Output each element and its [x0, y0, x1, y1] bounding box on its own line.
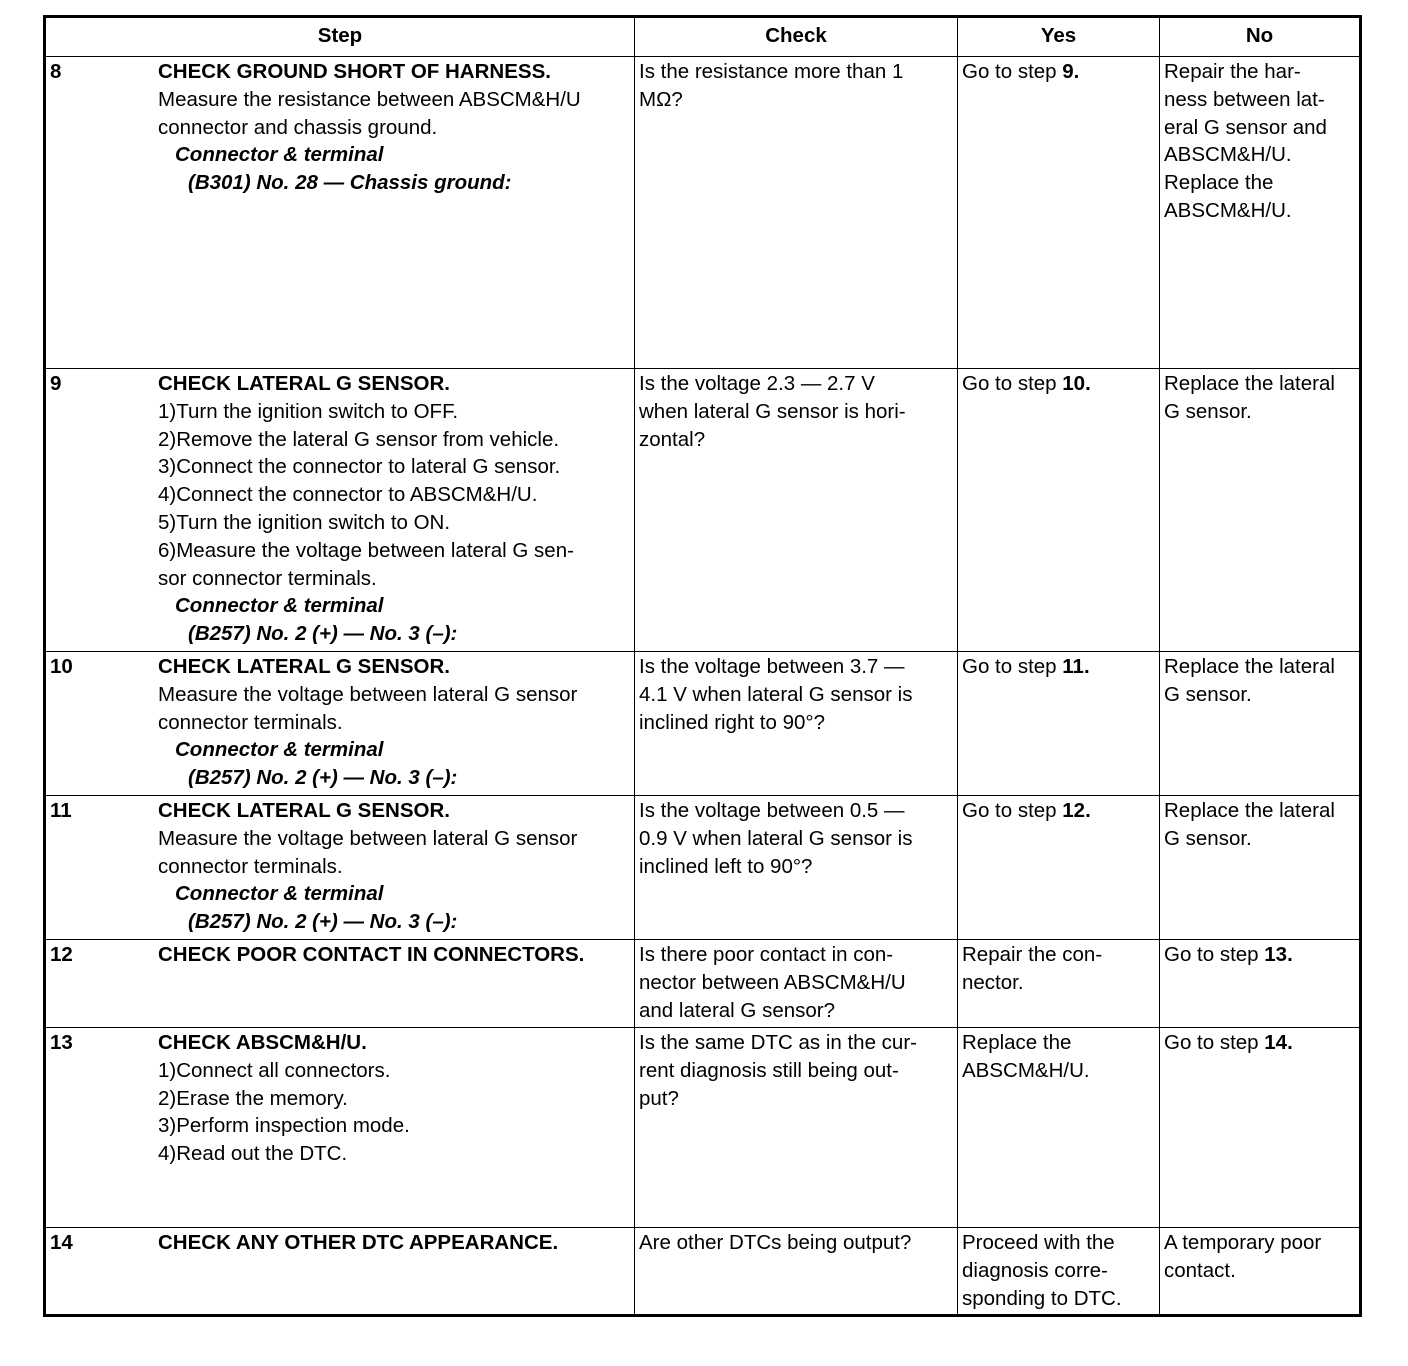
- yes-cell: [958, 940, 1160, 1028]
- no-line: Replace the lateral: [1164, 799, 1335, 822]
- yes-text: Go to step: [962, 372, 1063, 395]
- connector-terminal-value: (B257) No. 2 (+) — No. 3 (–):: [188, 766, 458, 790]
- check-cell: [635, 1028, 958, 1228]
- header-yes: Yes: [958, 17, 1160, 57]
- check-cell: [635, 940, 958, 1028]
- no-cell: [1160, 1228, 1361, 1316]
- yes-text: Go to step: [962, 655, 1063, 678]
- yes-text: Go to step: [962, 799, 1063, 822]
- check-line: Is the voltage 2.3 — 2.7 V: [639, 372, 875, 395]
- table-header-row: [45, 17, 1361, 57]
- check-line: nector between ABSCM&H/U: [639, 970, 906, 994]
- table-row-step-10: [45, 652, 1361, 796]
- step-number: 9: [50, 372, 62, 395]
- yes-line: Proceed with the: [962, 1231, 1115, 1254]
- check-line: 0.9 V when lateral G sensor is: [639, 826, 913, 850]
- step-line: 2)Remove the lateral G sensor from vehicle.: [158, 427, 560, 451]
- yes-step-ref: 10.: [1062, 372, 1091, 395]
- step-cell: [45, 1028, 635, 1228]
- check-line: when lateral G sensor is hori-: [639, 399, 906, 423]
- check-line: zontal?: [639, 427, 706, 451]
- check-line: put?: [639, 1086, 679, 1110]
- check-cell: [635, 369, 958, 652]
- yes-line: sponding to DTC.: [962, 1286, 1122, 1310]
- step-number: 12: [50, 943, 73, 966]
- check-line: Is the resistance more than 1: [639, 60, 904, 83]
- yes-cell: [958, 796, 1160, 940]
- yes-cell: [958, 57, 1160, 369]
- no-line: A temporary poor: [1164, 1231, 1322, 1254]
- check-cell: [635, 57, 958, 369]
- check-cell: [635, 652, 958, 796]
- step-line: 4)Connect the connector to ABSCM&H/U.: [158, 483, 538, 507]
- step-number: 13: [50, 1031, 73, 1054]
- yes-line: nector.: [962, 970, 1024, 994]
- step-line: 4)Read out the DTC.: [158, 1142, 348, 1166]
- step-number: 11: [50, 799, 72, 822]
- connector-terminal-label: Connector & terminal: [175, 738, 384, 762]
- no-cell: [1160, 796, 1361, 940]
- yes-step-ref: 11.: [1062, 655, 1090, 678]
- step-number: 10: [50, 655, 73, 678]
- no-line: Repair the har-: [1164, 60, 1301, 83]
- check-line: Is the voltage between 0.5 —: [639, 799, 905, 822]
- yes-cell: [958, 369, 1160, 652]
- step-title: CHECK LATERAL G SENSOR.: [158, 799, 450, 822]
- yes-cell: [958, 1228, 1160, 1316]
- table-row-step-11: [45, 796, 1361, 940]
- check-line: rent diagnosis still being out-: [639, 1058, 899, 1082]
- no-line: Replace the lateral: [1164, 655, 1335, 678]
- table-row-step-14: [45, 1228, 1361, 1316]
- check-line: Is there poor contact in con-: [639, 943, 894, 966]
- yes-step-ref: 12.: [1062, 799, 1091, 822]
- step-title: CHECK LATERAL G SENSOR.: [158, 655, 450, 678]
- connector-terminal-label: Connector & terminal: [175, 143, 384, 167]
- header-no: No: [1160, 17, 1361, 57]
- no-cell: [1160, 652, 1361, 796]
- header-step: Step: [45, 17, 635, 57]
- connector-terminal-label: Connector & terminal: [175, 594, 384, 618]
- yes-cell: [958, 652, 1160, 796]
- yes-text: Go to step: [962, 60, 1063, 83]
- connector-terminal-label: Connector & terminal: [175, 882, 384, 906]
- step-line: connector terminals.: [158, 710, 343, 734]
- step-line: 6)Measure the voltage between lateral G sen-: [158, 538, 574, 562]
- check-line: inclined right to 90°?: [639, 710, 825, 734]
- step-cell: [45, 796, 635, 940]
- check-line: MΩ?: [639, 87, 683, 111]
- step-line: sor connector terminals.: [158, 566, 377, 590]
- check-cell: [635, 1228, 958, 1316]
- no-line: Replace the: [1164, 171, 1274, 195]
- step-number: 14: [50, 1231, 73, 1254]
- step-line: 1)Connect all connectors.: [158, 1058, 391, 1082]
- check-line: 4.1 V when lateral G sensor is: [639, 682, 913, 706]
- table-row-step-9: [45, 369, 1361, 652]
- table-row-step-12: [45, 940, 1361, 1028]
- no-cell: [1160, 57, 1361, 369]
- yes-line: Repair the con-: [962, 943, 1103, 966]
- step-cell: [45, 57, 635, 369]
- no-line: contact.: [1164, 1258, 1236, 1282]
- step-number: 8: [50, 60, 62, 83]
- step-line: connector and chassis ground.: [158, 115, 438, 139]
- connector-terminal-value: (B257) No. 2 (+) — No. 3 (–):: [188, 622, 458, 646]
- no-cell: [1160, 369, 1361, 652]
- no-text: Go to step: [1164, 1031, 1265, 1054]
- no-cell: [1160, 940, 1361, 1028]
- check-line: and lateral G sensor?: [639, 998, 836, 1022]
- step-line: Measure the voltage between lateral G sensor: [158, 682, 578, 706]
- connector-terminal-value: (B301) No. 28 — Chassis ground:: [188, 171, 512, 195]
- yes-line: Replace the: [962, 1031, 1072, 1054]
- no-line: ness between lat-: [1164, 87, 1325, 111]
- no-cell: [1160, 1028, 1361, 1228]
- table-row-step-8: [45, 57, 1361, 369]
- step-cell: [45, 369, 635, 652]
- step-line: Measure the voltage between lateral G sensor: [158, 826, 578, 850]
- yes-line: diagnosis corre-: [962, 1258, 1108, 1282]
- no-text: Go to step: [1164, 943, 1265, 966]
- step-line: connector terminals.: [158, 854, 343, 878]
- step-cell: [45, 940, 635, 1028]
- no-line: G sensor.: [1164, 682, 1252, 706]
- step-line: 3)Perform inspection mode.: [158, 1114, 410, 1138]
- check-line: Is the voltage between 3.7 —: [639, 655, 905, 678]
- header-check: Check: [635, 17, 958, 57]
- no-step-ref: 14.: [1264, 1031, 1293, 1054]
- connector-terminal-value: (B257) No. 2 (+) — No. 3 (–):: [188, 910, 458, 934]
- check-line: inclined left to 90°?: [639, 854, 813, 878]
- check-line: Are other DTCs being output?: [639, 1231, 912, 1254]
- yes-line: ABSCM&H/U.: [962, 1058, 1090, 1082]
- check-line: Is the same DTC as in the cur-: [639, 1031, 917, 1054]
- step-line: 5)Turn the ignition switch to ON.: [158, 510, 451, 534]
- step-line: 3)Connect the connector to lateral G sensor.: [158, 455, 561, 479]
- check-cell: [635, 796, 958, 940]
- no-line: ABSCM&H/U.: [1164, 198, 1292, 222]
- yes-cell: [958, 1028, 1160, 1228]
- no-line: G sensor.: [1164, 826, 1252, 850]
- step-cell: [45, 652, 635, 796]
- step-line: Measure the resistance between ABSCM&H/U: [158, 87, 581, 111]
- step-line: 2)Erase the memory.: [158, 1086, 348, 1110]
- step-title: CHECK GROUND SHORT OF HARNESS.: [158, 60, 551, 83]
- no-line: Replace the lateral: [1164, 372, 1335, 395]
- step-line: 1)Turn the ignition switch to OFF.: [158, 399, 459, 423]
- step-title: CHECK ANY OTHER DTC APPEARANCE.: [158, 1231, 559, 1254]
- no-step-ref: 13.: [1264, 943, 1293, 966]
- table-row-step-13: [45, 1028, 1361, 1228]
- step-cell: [45, 1228, 635, 1316]
- diagnosis-table: [43, 15, 1362, 1317]
- no-line: eral G sensor and: [1164, 115, 1327, 139]
- step-title: CHECK POOR CONTACT IN CONNECTORS.: [158, 943, 585, 966]
- no-line: G sensor.: [1164, 399, 1252, 423]
- step-title: CHECK LATERAL G SENSOR.: [158, 372, 450, 395]
- step-title: CHECK ABSCM&H/U.: [158, 1031, 367, 1054]
- no-line: ABSCM&H/U.: [1164, 143, 1292, 167]
- yes-step-ref: 9.: [1062, 60, 1080, 83]
